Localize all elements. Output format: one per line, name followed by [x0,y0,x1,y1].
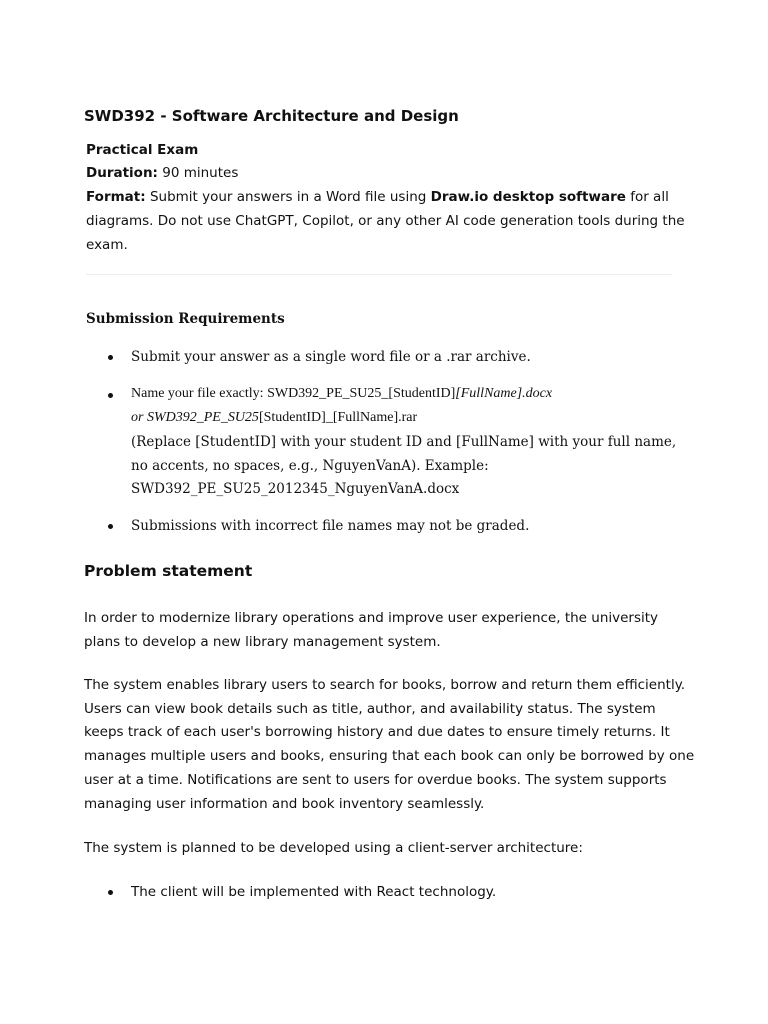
submission-heading: Submission Requirements [86,311,285,327]
format-line-1: Format: Submit your answers in a Word file using Draw.io desktop software for all [86,189,669,205]
duration-line [86,164,238,182]
example-filename: SWD392_PE_SU25_2012345_NguyenVanA.docx [131,481,460,497]
problem-paragraph-2-line-1: The system enables library users to search for books, borrow and return them efficiently. [84,677,686,693]
submission-item-2-line-1: Name your file exactly: SWD392_PE_SU25_[StudentID][FullName].docx [131,386,553,401]
format-label: Format: [86,189,146,205]
bullet-icon [108,890,113,895]
submission-item-2-line-3: (Replace [StudentID] with your student ID and [FullName] with your full name, [131,434,677,450]
problem-statement-heading: Problem statement [84,562,253,580]
format-line-2: diagrams. Do not use ChatGPT, Copilot, or any other AI code generation tools during the [86,213,685,229]
section-divider [86,274,672,275]
submission-item-3: Submissions with incorrect file names may not be graded. [131,518,530,534]
problem-paragraph-2-line-2: Users can view book details such as title, author, and availability status. The system [84,701,656,717]
problem-paragraph-2-line-6: managing user information and book inventory seamlessly. [84,796,485,812]
problem-paragraph-2-line-5: user at a time. Notifications are sent to users for overdue books. The system supports [84,772,667,788]
duration-label: Duration: [86,165,158,181]
problem-paragraph-3: The system is planned to be developed using a client-server architecture: [84,840,583,856]
drawio-emphasis: Draw.io desktop software [430,189,626,205]
problem-paragraph-2-line-3: keeps track of each user's borrowing history and due dates to ensure timely returns. It [84,724,670,740]
bullet-icon [108,355,113,360]
problem-paragraph-1-line-2: plans to develop a new library management system. [84,634,441,650]
practical-exam-label: Practical Exam [86,142,199,158]
architecture-bullet-1: The client will be implemented with React technology. [131,884,497,900]
document-title: SWD392 - Software Architecture and Design [84,107,459,125]
submission-item-1: Submit your answer as a single word file or a .rar archive. [131,349,531,365]
submission-item-2-line-2: or SWD392_PE_SU25[StudentID]_[FullName].rar [131,410,418,425]
duration-value: 90 minutes [162,165,239,181]
format-line-3: exam. [86,237,128,253]
problem-paragraph-2-line-4: manages multiple users and books, ensuring that each book can only be borrowed by one [84,748,695,764]
problem-paragraph-1-line-1: In order to modernize library operations and improve user experience, the university [84,610,659,626]
bullet-icon [108,393,113,398]
submission-item-2-line-4: no accents, no spaces, e.g., NguyenVanA). Example: [131,458,489,474]
bullet-icon [108,524,113,529]
